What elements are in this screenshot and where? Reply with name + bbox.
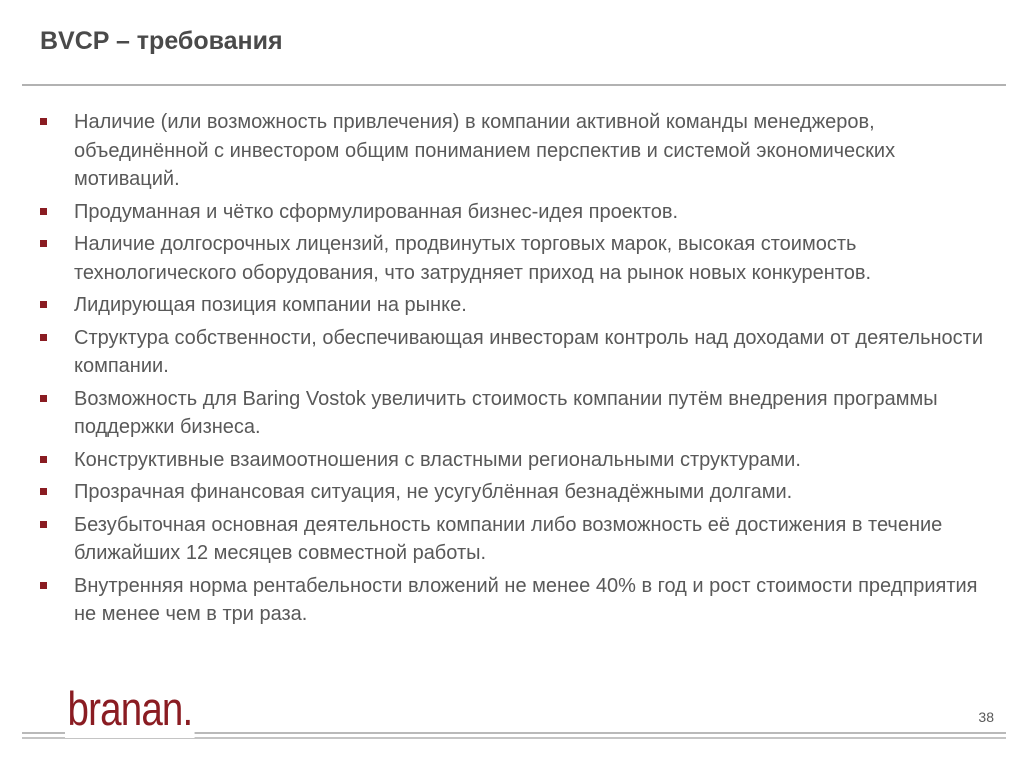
square-bullet-icon (40, 582, 47, 589)
requirements-list (40, 108, 1000, 633)
square-bullet-icon (40, 456, 47, 463)
page-number: 38 (978, 709, 994, 725)
list-item (40, 478, 1000, 507)
list-item (40, 230, 1000, 287)
square-bullet-icon (40, 488, 47, 495)
slide-title: BVCP – требования (40, 27, 283, 55)
list-item (40, 324, 1000, 381)
list-item-text: Лидирующая позиция компании на рынке. (74, 294, 467, 316)
list-item-text: Внутренняя норма рентабельности вложений не менее 40% в год и рост стоимости предприятия не менее чем в три раза. (74, 574, 978, 625)
list-item (40, 291, 1000, 320)
list-item (40, 446, 1000, 475)
list-item-text: Конструктивные взаимоотношения с властными региональными структурами. (74, 448, 801, 471)
list-item (40, 511, 1000, 568)
list-item-text: Безубыточная основная деятельность компании либо возможность её достижения в течение ближайших 12 месяцев совместной работы. (74, 513, 943, 564)
list-item (40, 108, 1000, 194)
list-item (40, 385, 1000, 442)
branan-logo: branan. (65, 680, 195, 738)
list-item-text: Структура собственности, обеспечивающая инвесторам контроль над доходами от деятельности компании. (74, 326, 984, 377)
list-item-text: Продуманная и чётко сформулированная бизнес-идея проектов. (74, 200, 679, 223)
list-item-text: Возможность для Baring Vostok увеличить стоимость компании путём внедрения программы поддержки бизнеса. (74, 387, 938, 438)
square-bullet-icon (40, 301, 47, 308)
square-bullet-icon (40, 395, 47, 402)
title-divider (22, 84, 1006, 86)
list-item-text: Наличие долгосрочных лицензий, продвинутых торговых марок, высокая стоимость технологического оборудования, что затрудняет приход на рынок новых конкурентов. (74, 233, 872, 284)
list-item-text: Наличие (или возможность привлечения) в компании активной команды менеджеров, объединённой с инвестором общим пониманием перспектив и системой экономических мотиваций. (74, 111, 896, 190)
square-bullet-icon (40, 334, 47, 341)
list-item-text: Прозрачная финансовая ситуация, не усугублённая безнадёжными долгами. (74, 481, 793, 503)
list-item (40, 572, 1000, 629)
square-bullet-icon (40, 208, 47, 215)
square-bullet-icon (40, 240, 47, 247)
square-bullet-icon (40, 521, 47, 528)
square-bullet-icon (40, 118, 47, 125)
list-item (40, 198, 1000, 227)
